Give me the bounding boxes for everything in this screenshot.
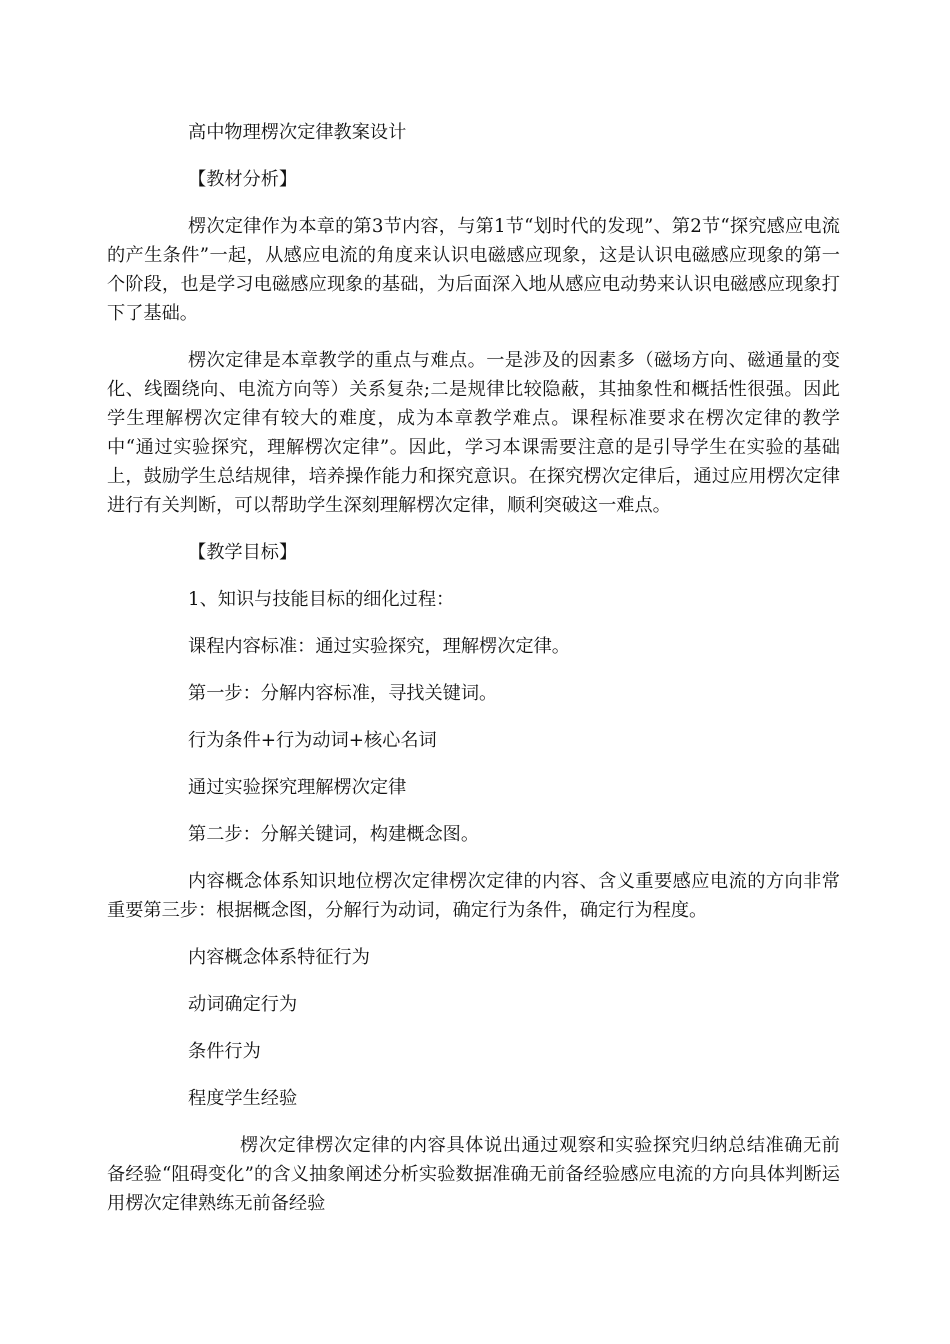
paragraph-analysis-2: 楞次定律是本章教学的重点与难点。一是涉及的因素多（磁场方向、磁通量的变化、线圈绕向、电流方向等）关系复杂;二是规律比较隐蔽，其抽象性和概括性很强。因此学生理解楞次定律有较大的难度，成为本章教学难点。课程标准要求在楞次定律的教学中“通过实验探究，理解楞次定律”。因此，学习本课需要注意的是引导学生在实验的基础上，鼓励学生总结规律，培养操作能力和探究意识。在探究楞次定律后，通过应用楞次定律进行有关判断，可以帮助学生深刻理解楞次定律，顺利突破这一难点。 — [107, 350, 840, 516]
paragraph-concept-map: 内容概念体系知识地位楞次定律楞次定律的内容、含义重要感应电流的方向非常重要第三步：根据概念图，分解行为动词，确定行为条件，确定行为程度。 — [107, 871, 840, 921]
paragraph-detail: 楞次定律楞次定律的内容具体说出通过观察和实验探究归纳总结准确无前备经验“阻碍变化”的含义抽象阐述分析实验数据准确无前备经验感应电流的方向具体判断运用楞次定律熟练无前备经验 — [107, 1135, 840, 1214]
document-page — [107, 118, 840, 1218]
paragraph-analysis-1: 楞次定律作为本章的第3节内容，与第1节“划时代的发现”、第2节“探究感应电流的产生条件”一起，从感应电流的角度来认识电磁感应现象，这是认识电磁感应现象的第一个阶段，也是学习电磁感应现象的基础，为后面深入地从感应电动势来认识电磁感应现象打下了基础。 — [107, 216, 840, 324]
section-heading-goals: 【教学目标】 — [188, 542, 298, 563]
goal-line-5: 通过实验探究理解楞次定律 — [188, 777, 407, 798]
goal-line-8: 动词确定行为 — [188, 994, 298, 1015]
document-title: 高中物理楞次定律教案设计 — [188, 122, 407, 143]
goal-line-6: 第二步：分解关键词，构建概念图。 — [188, 824, 480, 845]
goal-line-9: 条件行为 — [188, 1041, 261, 1062]
goal-line-10: 程度学生经验 — [188, 1088, 298, 1109]
goal-line-4: 行为条件+行为动词+核心名词 — [188, 730, 437, 751]
goal-line-3: 第一步：分解内容标准，寻找关键词。 — [188, 683, 498, 704]
section-heading-analysis: 【教材分析】 — [188, 169, 298, 190]
goal-line-2: 课程内容标准：通过实验探究，理解楞次定律。 — [188, 636, 570, 657]
goal-line-7: 内容概念体系特征行为 — [188, 947, 370, 968]
goal-line-1: 1、知识与技能目标的细化过程： — [188, 589, 455, 610]
